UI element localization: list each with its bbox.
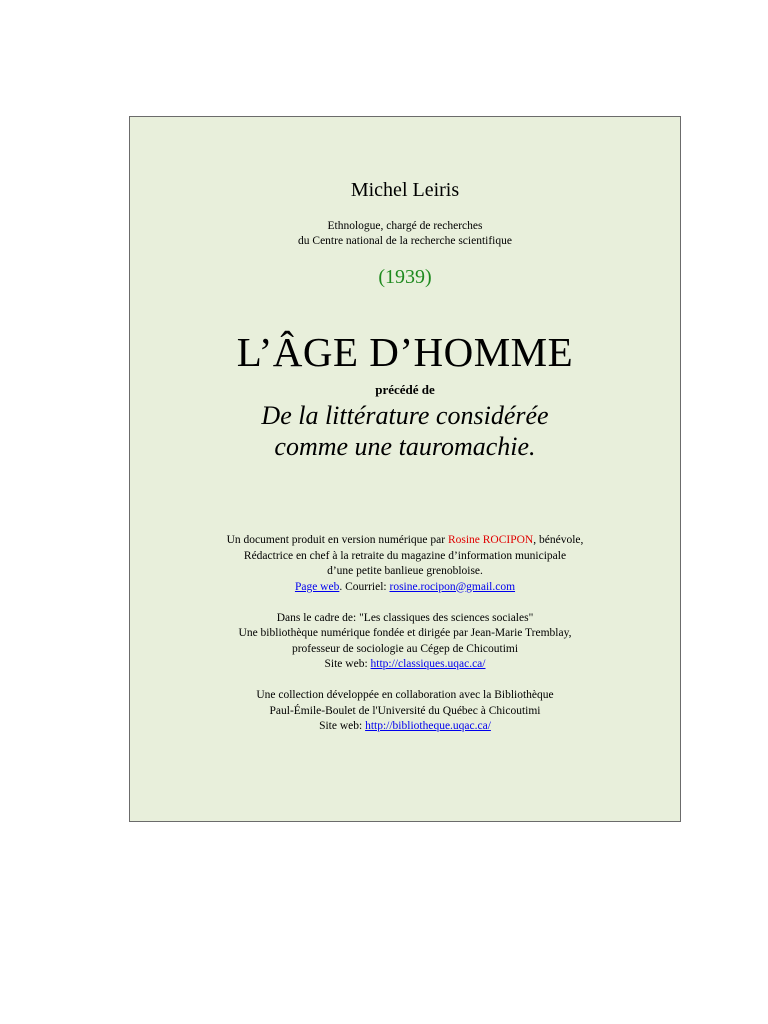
- affiliation-line: du Centre national de la recherche scientifique: [298, 235, 512, 247]
- library-credits: [130, 688, 680, 735]
- producer-contact-line: [130, 580, 680, 596]
- producer-role: , bénévole,: [533, 534, 584, 546]
- collection-credits: [130, 611, 680, 673]
- preceded-by-label: précédé de: [375, 382, 435, 397]
- producer-intro: Un document produit en version numérique par: [226, 534, 448, 546]
- bibliotheque-site-link[interactable]: http://bibliotheque.uqac.ca/: [365, 720, 491, 732]
- subtitle-line: comme une tauromachie.: [274, 432, 536, 461]
- book-title: L’ÂGE D’HOMME: [236, 329, 574, 375]
- author-affiliation: [130, 219, 680, 249]
- site-web-label: Site web:: [319, 720, 366, 732]
- library-site-line: [130, 719, 680, 735]
- site-web-label: Site web:: [324, 658, 371, 670]
- subtitle-line: De la littérature considérée: [261, 401, 549, 430]
- producer-credits: [130, 533, 680, 595]
- collection-line: professeur de sociologie au Cégep de Chicoutimi: [291, 642, 519, 655]
- classiques-site-link[interactable]: http://classiques.uqac.ca/: [370, 658, 486, 670]
- credits-section: [130, 533, 680, 750]
- email-link[interactable]: rosine.rocipon@gmail.com: [389, 580, 516, 593]
- producer-name: Rosine ROCIPON: [447, 534, 534, 546]
- collection-line: Une bibliothèque numérique fondée et dirigée par Jean-Marie Tremblay,: [238, 627, 572, 639]
- page-web-link[interactable]: Page web: [294, 580, 340, 593]
- library-line: Paul-Émile-Boulet de l'Université du Québec à Chicoutimi: [269, 704, 541, 717]
- title-page-frame: [129, 116, 681, 822]
- courriel-label: . Courriel:: [339, 580, 390, 593]
- library-line: Une collection développée en collaboration avec la Bibliothèque: [256, 689, 554, 701]
- producer-location-line: d’une petite banlieue grenobloise.: [327, 565, 483, 577]
- publication-year: (1939): [378, 266, 432, 288]
- book-subtitle: [130, 400, 680, 462]
- collection-line: Dans le cadre de: "Les classiques des sciences sociales": [276, 611, 534, 624]
- collection-site-line: [130, 657, 680, 673]
- producer-line: [130, 533, 680, 549]
- author-name: Michel Leiris: [350, 179, 460, 201]
- producer-title-line: Rédactrice en chef à la retraite du magazine d’information municipale: [243, 549, 567, 562]
- affiliation-line: Ethnologue, chargé de recherches: [327, 220, 483, 232]
